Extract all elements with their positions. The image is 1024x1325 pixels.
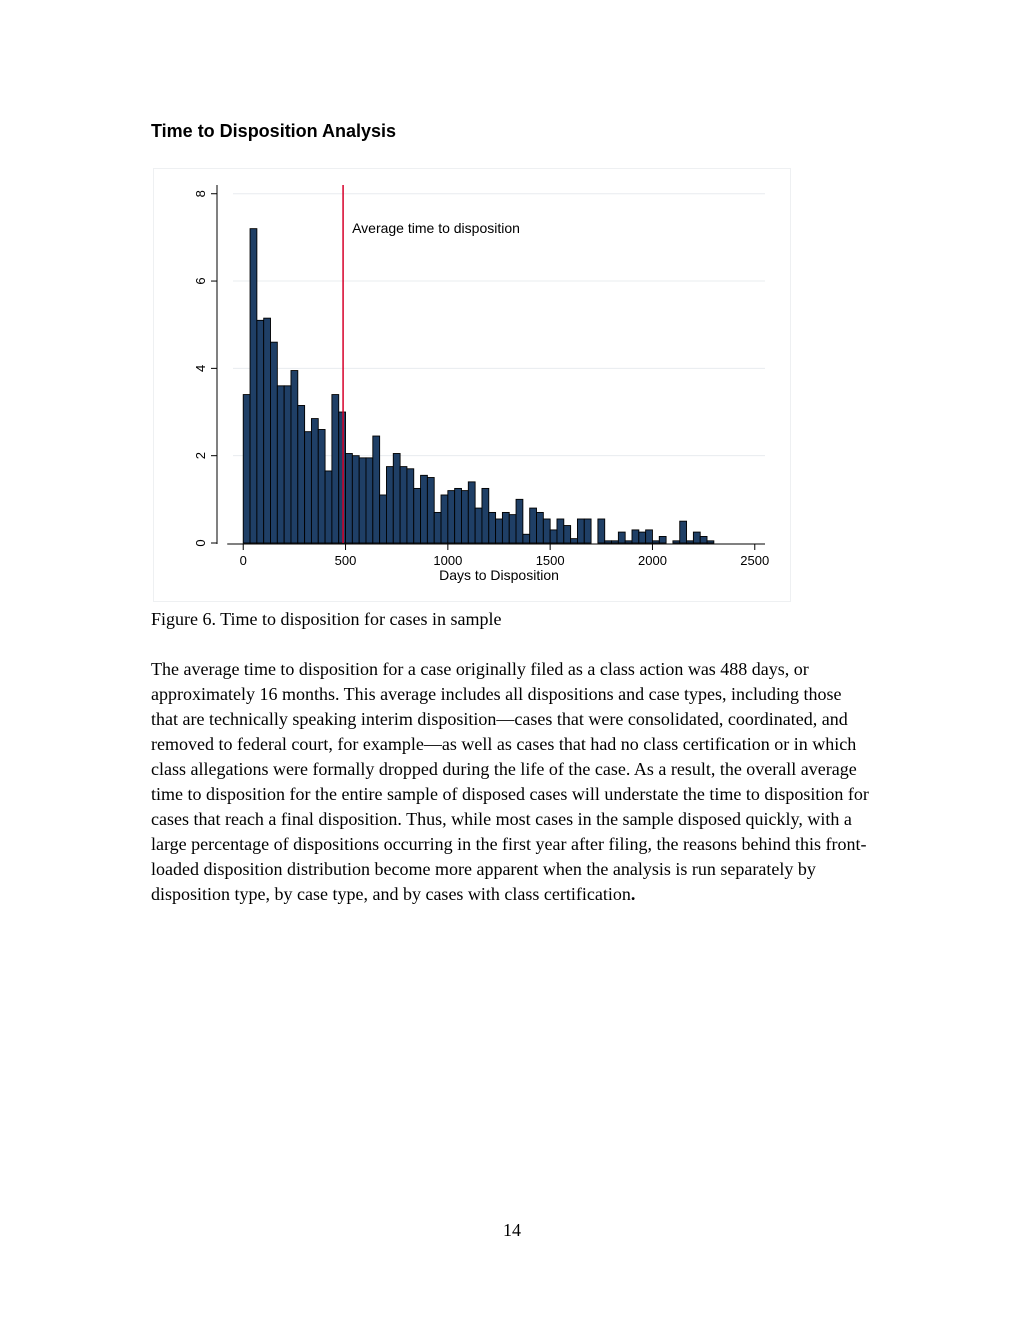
histogram-bar — [468, 482, 475, 543]
histogram-bar — [523, 534, 530, 543]
histogram-bar — [298, 405, 305, 543]
histogram-bar — [393, 454, 400, 544]
histogram-bar — [652, 541, 659, 543]
average-reference-label: Average time to disposition — [352, 220, 520, 237]
y-tick-label: 4 — [193, 364, 208, 372]
x-tick-label: 0 — [239, 553, 247, 568]
histogram-bar — [680, 521, 687, 543]
histogram-bar — [291, 371, 298, 543]
histogram-bar — [646, 530, 653, 543]
body-paragraph-period: . — [630, 884, 636, 904]
x-tick-label: 2000 — [638, 553, 667, 568]
histogram-bar — [325, 471, 332, 543]
histogram-bar — [707, 541, 714, 543]
histogram-bar — [359, 458, 366, 543]
histogram-bar — [639, 532, 646, 543]
histogram-bar — [434, 512, 441, 543]
figure-caption: Figure 6. Time to disposition for cases in sample — [151, 609, 502, 629]
histogram-bar — [352, 456, 359, 543]
histogram-bar — [496, 519, 503, 543]
histogram-bar — [618, 532, 625, 543]
x-tick-label: 2500 — [740, 553, 770, 568]
histogram-bar — [632, 530, 639, 543]
histogram-bar — [687, 541, 694, 543]
histogram-bar — [502, 512, 509, 543]
y-tick-label: 8 — [193, 190, 208, 198]
histogram-bar — [475, 508, 482, 543]
histogram-bar — [243, 395, 250, 543]
y-tick-label: 0 — [193, 539, 208, 547]
histogram-bar — [598, 519, 605, 543]
histogram-bar — [271, 342, 278, 543]
histogram-bar — [250, 229, 257, 543]
histogram-bar — [277, 386, 284, 543]
histogram-bar — [530, 508, 537, 543]
histogram-bar — [407, 469, 414, 543]
histogram-bar — [550, 530, 557, 543]
histogram-bar — [332, 395, 339, 543]
histogram-bar — [448, 491, 455, 543]
histogram-bar — [284, 386, 291, 543]
histogram-bar — [427, 478, 434, 543]
histogram-bar — [584, 519, 591, 543]
histogram-bar — [441, 495, 448, 543]
histogram-chart — [154, 169, 790, 601]
histogram-bar — [625, 541, 632, 543]
histogram-bar — [537, 512, 544, 543]
histogram-bar — [366, 458, 373, 543]
histogram-bar — [311, 419, 318, 543]
histogram-bar — [482, 488, 489, 543]
histogram-bar — [693, 532, 700, 543]
histogram-bar — [659, 536, 666, 543]
histogram-bar — [414, 488, 421, 543]
histogram-bar — [346, 454, 353, 544]
x-tick-label: 1000 — [433, 553, 463, 568]
histogram-bar — [386, 467, 393, 543]
histogram-bar — [461, 491, 468, 543]
histogram-bar — [257, 320, 264, 543]
histogram-bar — [673, 541, 680, 543]
page-number: 14 — [503, 1220, 521, 1240]
body-paragraph — [151, 657, 871, 907]
x-tick-label: 1500 — [535, 553, 565, 568]
histogram-bar — [489, 512, 496, 543]
y-tick-label: 6 — [193, 277, 208, 285]
histogram-bar — [605, 541, 612, 543]
histogram-bar — [339, 412, 346, 543]
histogram-bar — [557, 519, 564, 543]
histogram-bar — [571, 539, 578, 543]
x-tick-label: 500 — [334, 553, 357, 568]
histogram-bar — [577, 519, 584, 543]
histogram-bar — [543, 519, 550, 543]
histogram-bar — [305, 432, 312, 543]
y-tick-label: 2 — [193, 452, 208, 460]
histogram-bar — [612, 541, 619, 543]
histogram-bar — [373, 436, 380, 543]
histogram-bar — [318, 429, 325, 543]
histogram-bar — [516, 499, 523, 543]
histogram-bar — [700, 536, 707, 543]
histogram-bar — [509, 515, 516, 543]
histogram-bar — [380, 495, 387, 543]
section-heading: Time to Disposition Analysis — [151, 121, 397, 141]
x-axis-label: Days to Disposition — [439, 567, 559, 583]
histogram-bar — [400, 467, 407, 543]
histogram-bar — [455, 488, 462, 543]
body-paragraph-text: The average time to disposition for a case originally filed as a class action was 488 days, or approximately 16 months. This average includes all dispositions and case types, including those that are technically speaking interim disposition—cases that were consolidated, coordinated, and removed to federal court, for example—as well as cases that had no class certification or in which class allegations were formally dropped during the life of the case. As a result, the overall average time to disposition for the entire sample of disposed cases will understate the time to disposition for cases that reach a final disposition. Thus, while most cases in the sample disposed quickly, with a large percentage of dispositions occurring in the first year after filing, the reasons behind this front-loaded disposition distribution become more apparent when the analysis is run separately by disposition type, by case type, and by cases with class certification — [151, 659, 869, 904]
histogram-bar — [564, 526, 571, 543]
figure-histogram — [153, 168, 791, 602]
histogram-bar — [264, 318, 271, 543]
histogram-bar — [421, 475, 428, 543]
